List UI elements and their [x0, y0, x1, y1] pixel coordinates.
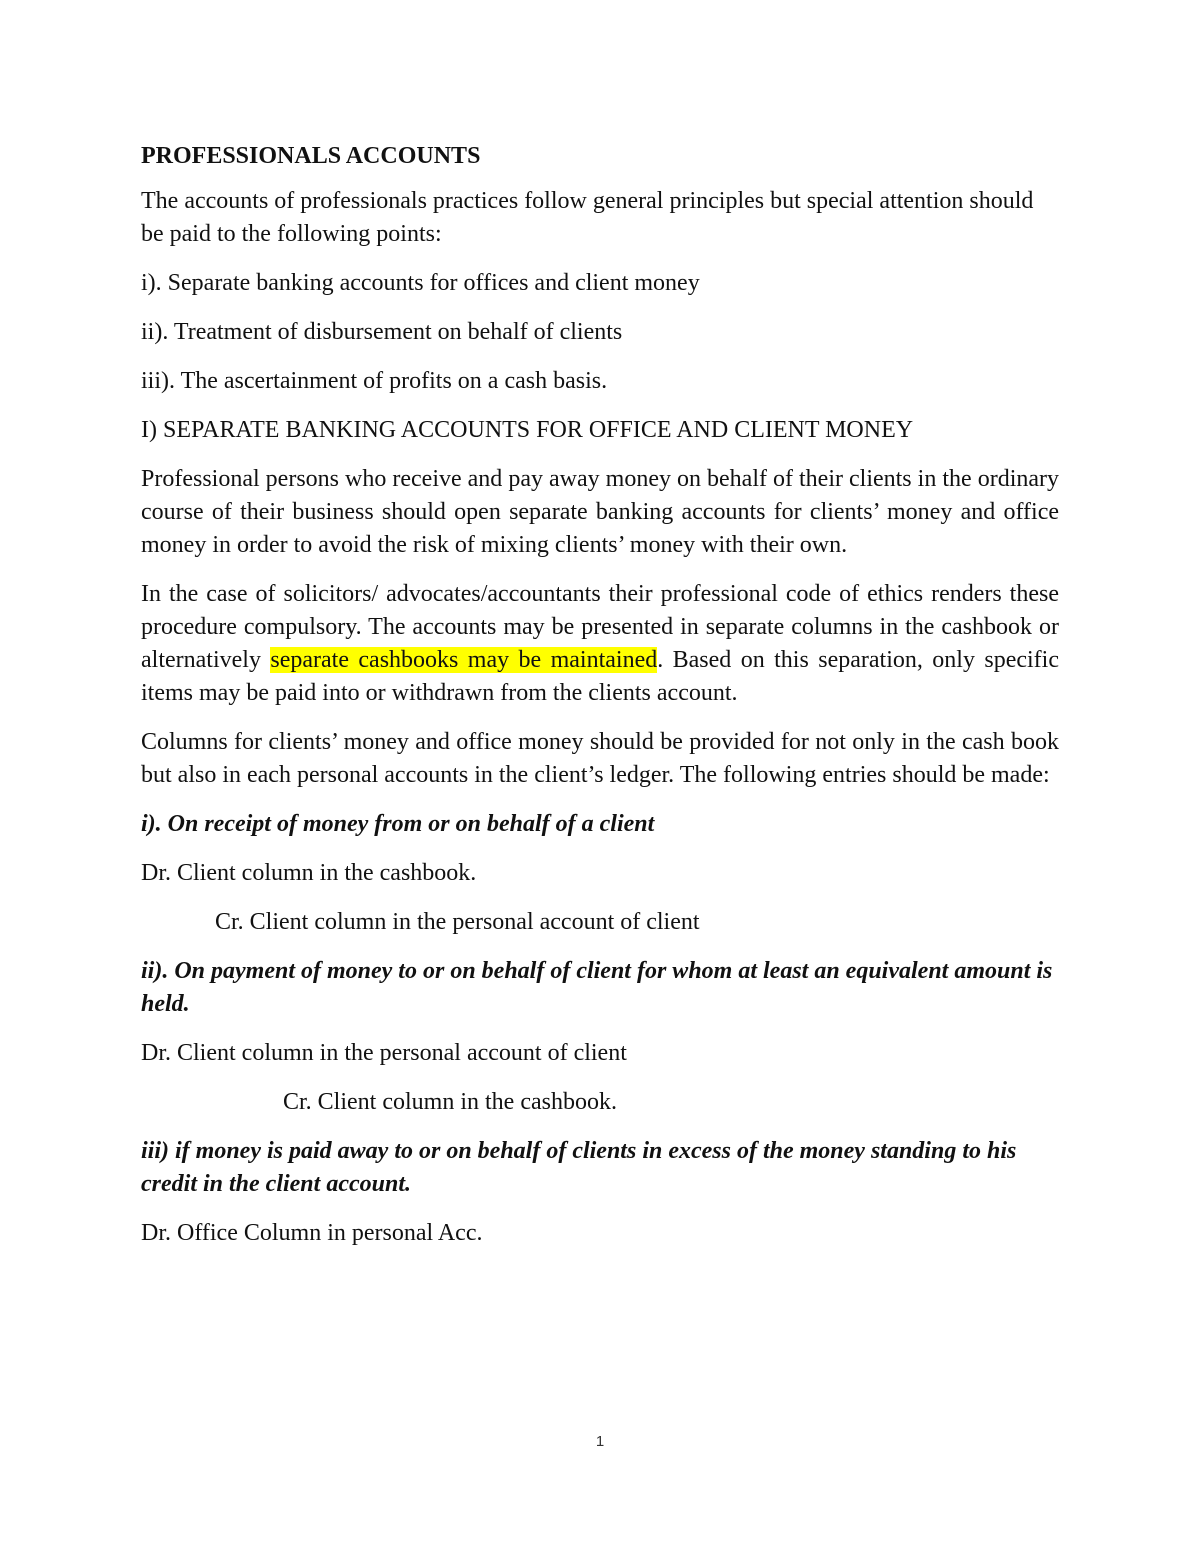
point-item: iii). The ascertainment of profits on a cash basis.: [141, 368, 608, 394]
credit-entry: Cr. Client column in the personal account of client: [215, 909, 700, 935]
debit-entry: Dr. Client column in the personal account of client: [141, 1040, 627, 1066]
debit-entry: Dr. Client column in the cashbook.: [141, 860, 477, 886]
debit-entry: Dr. Office Column in personal Acc.: [141, 1220, 483, 1246]
paragraph-columns: Columns for clients’ money and office money should be provided for not only in the cash book but also in each personal accounts in the client’s ledger. The following entries should be made:: [141, 729, 1059, 788]
entry-heading: i). On receipt of money from or on behalf of a client: [141, 811, 655, 837]
paragraph-text: In the case of solicitors/ advocates/accountants their professional code of ethics renders these procedure compulsory. The accounts may be presented in separate columns in the cashbook or alternatively: [141, 581, 1059, 673]
highlighted-text: separate cashbooks may be maintained: [270, 647, 658, 673]
point-item: i). Separate banking accounts for offices and client money: [141, 270, 700, 296]
entry-heading: ii). On payment of money to or on behalf of client for whom at least an equivalent amount is held.: [141, 958, 1053, 1017]
entry-heading: iii) if money is paid away to or on behalf of clients in excess of the money standing to his credit in the client account.: [141, 1138, 1017, 1197]
document-title: PROFESSIONALS ACCOUNTS: [141, 143, 481, 169]
paragraph-text: . Based on this separation, only specific items may be paid into or withdrawn from the clients account.: [141, 647, 1059, 706]
document-body: [141, 140, 1059, 1250]
paragraph-separate-accounts: Professional persons who receive and pay away money on behalf of their clients in the ordinary course of their business should open separate banking accounts for clients’ money and office money in order to avoid the risk of mixing clients’ money with their own.: [141, 466, 1059, 558]
paragraph-code-of-ethics: [141, 578, 1059, 710]
page-number: 1: [595, 1433, 605, 1450]
section-heading: I) SEPARATE BANKING ACCOUNTS FOR OFFICE AND CLIENT MONEY: [141, 417, 914, 443]
point-item: ii). Treatment of disbursement on behalf of clients: [141, 319, 623, 345]
intro-paragraph: The accounts of professionals practices follow general principles but special attention should be paid to the following points:: [141, 188, 1034, 247]
credit-entry: Cr. Client column in the cashbook.: [283, 1089, 617, 1115]
